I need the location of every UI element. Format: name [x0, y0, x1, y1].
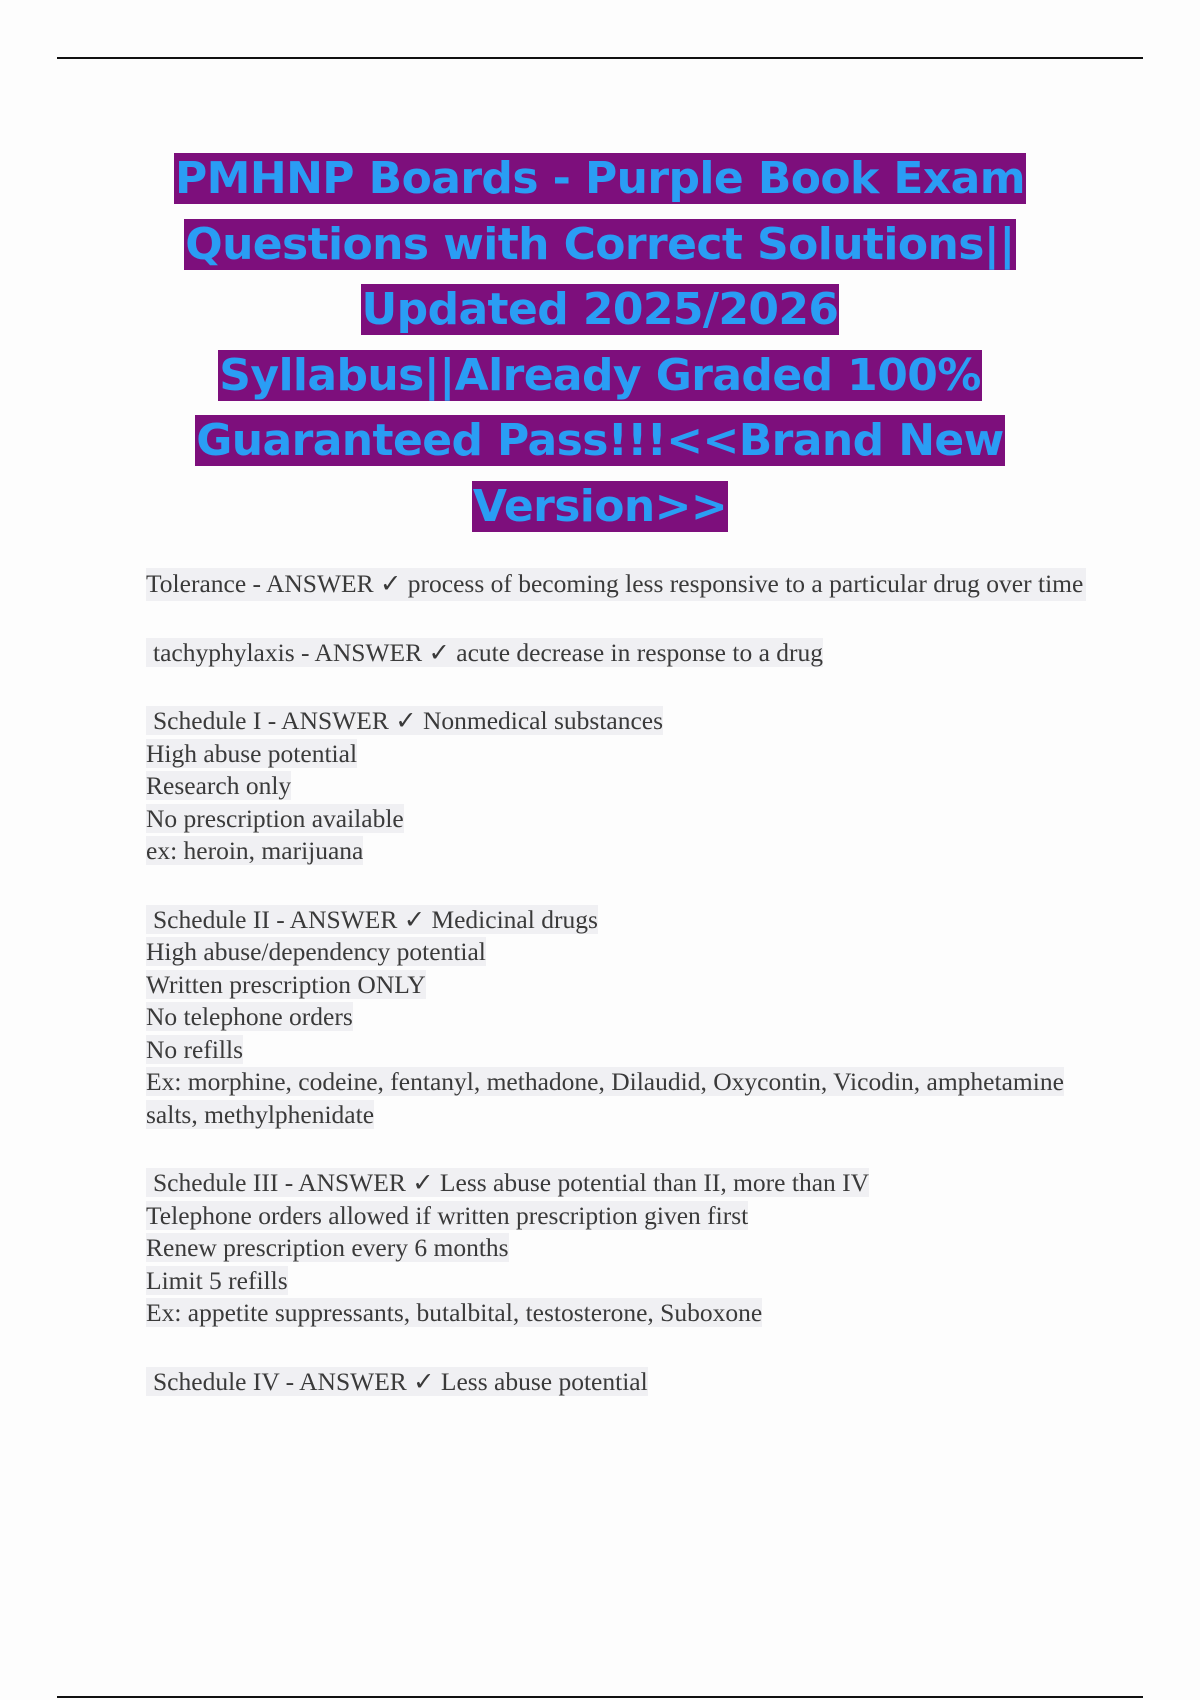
entry-head: Schedule II - ANSWER ✓ Medicinal drugs	[146, 905, 598, 934]
title-line-1: PMHNP Boards - Purple Book Exam	[175, 153, 1025, 204]
entry-head: tachyphylaxis - ANSWER ✓ acute decrease in response to a drug	[146, 638, 823, 667]
entry-line: No telephone orders	[146, 1002, 353, 1031]
entry-line: ex: heroin, marijuana	[146, 836, 364, 865]
entry-head: Schedule I - ANSWER ✓ Nonmedical substances	[146, 706, 663, 735]
entry-line: High abuse potential	[146, 738, 358, 768]
qa-entry-schedule-4	[146, 1366, 1086, 1399]
entry-head: Schedule III - ANSWER ✓ Less abuse potential than II, more than IV	[146, 1168, 869, 1197]
title-line-4: Syllabus||Already Graded 100%	[219, 349, 981, 401]
qa-entry-schedule-2	[146, 904, 1086, 1132]
entry-line: High abuse/dependency potential	[146, 937, 486, 966]
bottom-rule	[57, 1696, 1143, 1698]
entry-head: Tolerance - ANSWER ✓ process of becoming less responsive to a particular drug over time	[146, 568, 1086, 601]
title-line-6: Version>>	[472, 480, 728, 532]
entry-line: No prescription available	[146, 803, 404, 833]
entry-line: Ex: morphine, codeine, fentanyl, methadone, Dilaudid, Oxycontin, Vicodin, amphetamine salts, methylphenidate	[146, 1067, 1064, 1129]
entry-head: Schedule IV - ANSWER ✓ Less abuse potential	[146, 1367, 648, 1396]
entry-line: Written prescription ONLY	[146, 969, 426, 999]
title-line-3: Updated 2025/2026	[361, 284, 839, 335]
title-line-5: Guaranteed Pass!!!<<Brand New	[196, 415, 1004, 466]
qa-entry-schedule-3	[146, 1167, 1086, 1330]
qa-entry-tachyphylaxis	[146, 637, 1086, 670]
qa-content	[146, 568, 1086, 1434]
entry-line: Limit 5 refills	[146, 1265, 288, 1295]
entry-line: Renew prescription every 6 months	[146, 1233, 509, 1262]
document-title	[120, 146, 1080, 539]
qa-entry-schedule-1	[146, 705, 1086, 868]
title-line-2: Questions with Correct Solutions||	[185, 218, 1015, 270]
qa-entry-tolerance	[146, 568, 1086, 601]
entry-line: Telephone orders allowed if written prescription given first	[146, 1200, 749, 1230]
entry-line: No refills	[146, 1034, 244, 1064]
top-rule	[57, 57, 1143, 59]
entry-line: Ex: appetite suppressants, butalbital, testosterone, Suboxone	[146, 1298, 763, 1327]
entry-line: Research only	[146, 771, 292, 800]
